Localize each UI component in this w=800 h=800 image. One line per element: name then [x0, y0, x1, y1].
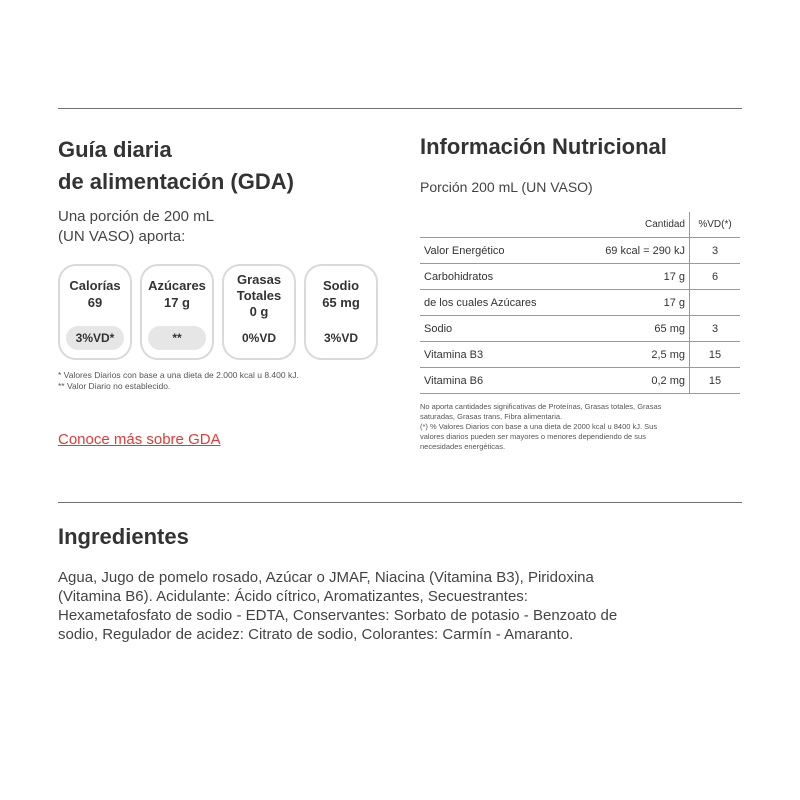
gda-learn-more-link[interactable]: Conoce más sobre GDA [58, 431, 221, 448]
nutrient-name: Sodio [420, 316, 566, 342]
gda-card-value: 65 mg [322, 295, 360, 310]
gda-portion-line1: Una porción de 200 mL [58, 208, 214, 225]
gda-card-grasas [222, 264, 296, 360]
nutrition-header-blank [420, 212, 566, 238]
gda-card-calorias [58, 264, 132, 360]
ingredients-line: sodio, Regulador de acidez: Citrato de sodio, Colorantes: Carmín - Amaranto. [58, 626, 574, 643]
table-row [420, 290, 740, 316]
gda-cards [58, 264, 378, 360]
gda-card-label: Sodio [322, 278, 360, 293]
nutrient-qty: 17 g [566, 290, 690, 316]
nutrition-notes [420, 402, 740, 452]
nutrient-name: Vitamina B6 [420, 368, 566, 394]
nutrition-portion: Porción 200 mL (UN VASO) [420, 179, 593, 195]
nutrition-header-qty: Cantidad [644, 219, 685, 230]
gda-portion [58, 207, 214, 247]
nutrient-vd: 3 [690, 316, 741, 342]
nutrition-note-line: valores diarios pueden ser mayores o menores dependiendo de sus [420, 432, 646, 441]
nutrient-qty: 0,2 mg [566, 368, 690, 394]
gda-card-azucares [140, 264, 214, 360]
nutrient-vd: 3 [690, 238, 741, 264]
gda-notes [58, 370, 299, 392]
ingredients-title: Ingredientes [58, 524, 189, 549]
nutrient-qty: 69 kcal = 290 kJ [566, 238, 690, 264]
gda-card-value: 69 [87, 295, 103, 310]
nutrient-qty: 2,5 mg [566, 342, 690, 368]
nutrient-name: de los cuales Azúcares [420, 290, 566, 316]
ingredients-line: Agua, Jugo de pomelo rosado, Azúcar o JMAF, Niacina (Vitamina B3), Piridoxina [58, 569, 594, 586]
nutrient-name: Carbohidratos [420, 264, 566, 290]
nutrition-note-line: No aporta cantidades significativas de Proteínas, Grasas totales, Grasas [420, 402, 662, 411]
nutrition-note-line: (*) % Valores Diarios con base a una dieta de 2000 kcal u 8400 kJ. Sus [420, 422, 658, 431]
gda-card-pill: ** [148, 326, 206, 350]
gda-note-2: ** Valor Diario no establecido. [58, 381, 171, 391]
nutrition-table [420, 212, 740, 394]
nutrient-name: Valor Energético [420, 238, 566, 264]
gda-card-label: Azúcares [148, 278, 206, 293]
table-row [420, 342, 740, 368]
gda-card-value: 17 g [163, 295, 190, 310]
nutrition-note-line: saturadas, Grasas trans, Fibra alimentaria. [420, 412, 563, 421]
gda-title [58, 134, 294, 198]
nutrient-vd: 15 [690, 342, 741, 368]
gda-card-sodio [304, 264, 378, 360]
nutrient-vd: 15 [690, 368, 741, 394]
table-row [420, 264, 740, 290]
nutrient-qty: 65 mg [566, 316, 690, 342]
middle-divider [58, 502, 742, 503]
gda-note-1: * Valores Diarios con base a una dieta de 2.000 kcal u 8.400 kJ. [58, 370, 299, 380]
nutrient-name: Vitamina B3 [420, 342, 566, 368]
nutrition-title: Información Nutricional [420, 134, 667, 159]
gda-card-label: Calorías [69, 278, 121, 293]
gda-card-label-2: Totales [236, 288, 282, 303]
gda-title-line1: Guía diaria [58, 137, 172, 162]
gda-title-line2: de alimentación (GDA) [58, 169, 294, 194]
nutrition-note-line: necesidades energéticas. [420, 442, 506, 451]
top-divider [58, 108, 742, 109]
nutrient-vd [690, 290, 741, 316]
table-row [420, 238, 740, 264]
ingredients-line: (Vitamina B6). Acidulante: Ácido cítrico, Aromatizantes, Secuestrantes: [58, 588, 528, 605]
nutrient-qty: 17 g [566, 264, 690, 290]
nutrition-header-vd: %VD(*) [690, 212, 741, 238]
table-row [420, 368, 740, 394]
gda-card-pill: 3%VD [312, 326, 370, 350]
table-row [420, 316, 740, 342]
gda-card-value: 0 g [249, 304, 269, 319]
gda-card-label: Grasas [236, 272, 282, 287]
gda-card-pill: 3%VD* [66, 326, 124, 350]
nutrition-table-header [420, 212, 740, 238]
gda-portion-line2: (UN VASO) aporta: [58, 228, 186, 245]
ingredients-text [58, 568, 748, 644]
gda-card-pill: 0%VD [230, 326, 288, 350]
ingredients-line: Hexametafosfato de sodio - EDTA, Conservantes: Sorbato de potasio - Benzoato de [58, 607, 618, 624]
nutrient-vd: 6 [690, 264, 741, 290]
